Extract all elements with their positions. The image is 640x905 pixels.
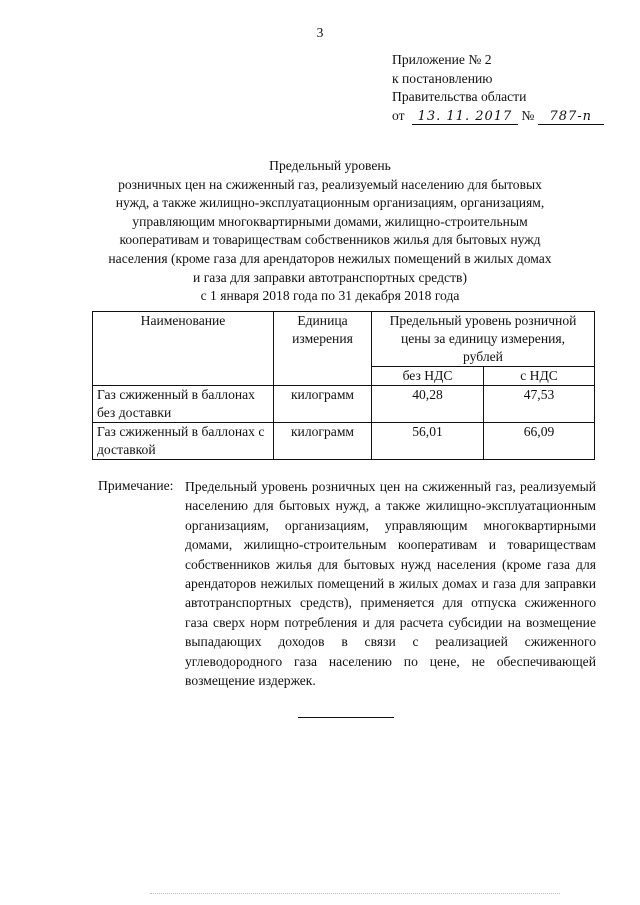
resolution-number: 787-п <box>538 109 604 125</box>
row-name: Газ сжиженный в баллонах без доставки <box>93 386 274 423</box>
document-title <box>60 157 600 306</box>
row-unit: килограмм <box>274 386 372 423</box>
header-without-vat: без НДС <box>372 367 484 386</box>
title-line: Предельный уровень <box>269 158 391 173</box>
title-line: управляющим многоквартирными домами, жилищно-строительным <box>132 213 528 229</box>
row-unit: килограмм <box>274 423 372 460</box>
scan-artifacts <box>150 893 560 894</box>
row-name: Газ сжиженный в баллонах с доставкой <box>93 423 274 460</box>
number-label: № <box>521 107 535 123</box>
note-text: Предельный уровень розничных цен на сжиженный газ, реализуемый населению для бытовых нужд, а также жилищно-эксплуатационным организациям, организациям, управляющим многоквартирными домами, жилищно-строительным кооперативам и товариществам собственников жилья для бытовых нужд населения (кроме газа для арендаторов нежилых помещений в жилых домах и газа для заправки автотранспортных средств), применяется для отпуска сжиженного газа сверх норм потребления и для расчета субсидии на возмещение выпадающих доходов в связи с реализацией сжиженного углеводородного газа населению по цене, не обеспечивающей возмещение издержек. <box>185 479 596 689</box>
title-line: с 1 января 2018 года по 31 декабря 2018 года <box>200 288 460 304</box>
header-unit: Единица измерения <box>274 312 372 386</box>
header-price-group: Предельный уровень розничной цены за единицу измерения, рублей <box>372 312 595 367</box>
appendix-header <box>392 51 604 125</box>
title-line: нужд, а также жилищно-эксплуатационным организациям, организациям, <box>115 195 545 211</box>
date-prefix: от <box>392 107 405 123</box>
appendix-title: Приложение № 2 <box>392 52 492 67</box>
appendix-government: Правительства области <box>392 89 527 104</box>
table-row <box>93 423 595 460</box>
title-line: и газа для заправки автотранспортных средств) <box>193 269 467 285</box>
appendix-resolution-ref: к постановлению <box>392 70 493 86</box>
table-row <box>93 386 595 423</box>
title-line: розничных цен на сжиженный газ, реализуемый населению для бытовых <box>118 176 542 192</box>
price-table <box>92 311 595 460</box>
title-line: кооперативам и товариществам собственников жилья для бытовых нужд <box>119 232 541 248</box>
header-with-vat: с НДС <box>484 367 595 386</box>
row-price-with-vat: 47,53 <box>484 386 595 423</box>
row-price-without-vat: 56,01 <box>372 423 484 460</box>
row-price-without-vat: 40,28 <box>372 386 484 423</box>
resolution-date: 13. 11. 2017 <box>412 109 518 125</box>
title-line: населения (кроме газа для арендаторов нежилых помещений в жилых домах <box>108 250 552 266</box>
appendix-date-line <box>392 107 604 126</box>
page-number: 3 <box>316 25 324 40</box>
header-name: Наименование <box>93 312 274 386</box>
row-price-with-vat: 66,09 <box>484 423 595 460</box>
table-header-row <box>93 312 595 367</box>
closing-rule <box>298 717 394 718</box>
note-label: Примечание: <box>98 478 174 493</box>
